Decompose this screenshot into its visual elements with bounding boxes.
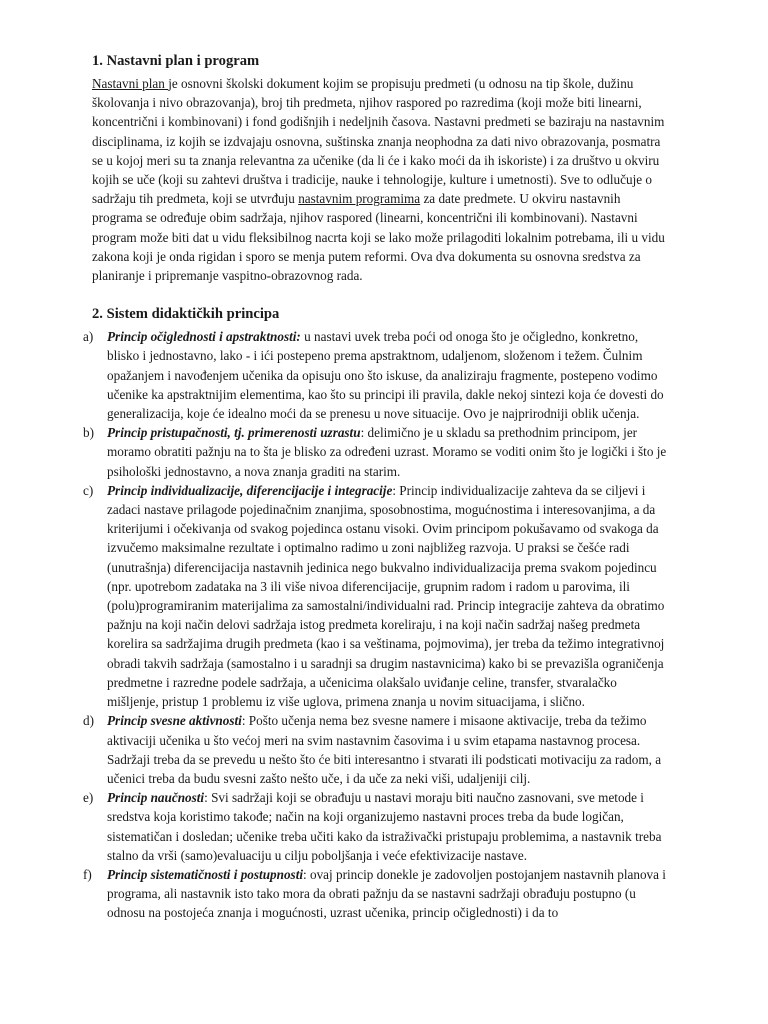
list-marker: b) bbox=[83, 425, 94, 441]
list-marker: c) bbox=[83, 482, 94, 498]
list-item bbox=[83, 327, 668, 423]
paragraph bbox=[92, 74, 668, 285]
list-item bbox=[83, 788, 668, 865]
list-item bbox=[83, 865, 668, 923]
underlined-term: Nastavni plan bbox=[92, 76, 169, 91]
list-marker: f) bbox=[83, 866, 92, 882]
principle-term: Princip pristupačnosti, tj. primerenosti uzrastu bbox=[107, 425, 361, 441]
principle-term: Princip individualizacije, diferencijacije i integracije bbox=[107, 482, 393, 498]
principle-term: Princip naučnosti bbox=[107, 790, 205, 806]
principle-term: Princip sistematičnosti i postupnosti bbox=[107, 866, 304, 882]
principle-text: : Princip individualizacije zahteva da se ciljevi i zadaci nastave prilagode pojedinačnim znanjima, sposobnostima, mogućnostima i interesovanjima, a da kriterijumi i očekivanja od svakog pojedinca ostanu visoki. Ovim principom pokušavamo od svakoga da izvučemo maksimalne rezultate i optimalno radimo u zoni najbližeg razvoja. U praksi se češće radi (unutrašnja) diferencijacija nastavnih jedinica nego bukvalno individualizacija prema svakom pojedincu (npr. upotrebom zadataka na 3 ili više nivoa diferencijacije, grupnim radom i radom u parovima, ili (polu)programiranim materijalima za samostalni/individualni rad. Princip integracije zahteva da obratimo pažnju na koji način delovi sadržaja istog predmeta koreliraju, i na koji način sadržaj našeg predmeta korelira sa sadržajima drugih predmeta (kao i sa veštinama, pojmovima), jer treba da težimo integrativnoj obradi takvih sadržaja (samostalno i u saradnji sa drugim nastavnicima) kako bi se prevazišla ograničenja predmetne i razredne podele sadržaja, a učenicima olakšalo uviđanje celine, transfer, stvaralačko mišljenje, pristup 1 problemu iz više uglova, primena znanja u novim situacijama, i slično. bbox=[107, 482, 665, 710]
principles-list bbox=[83, 327, 668, 922]
list-marker: e) bbox=[83, 790, 94, 806]
paragraph-text: je osnovni školski dokument kojim se propisuju predmeti (u odnosu na tip škole, dužinu školovanja i nivo obrazovanja), broj tih predmeta, njihov raspored po razredima (koji može biti linearni, koncentrični i kombinovani) i fond godišnjih i nedeljnih časova. Nastavni predmeti se baziraju na nastavnim disciplinama, iz kojih se izdvajaju osnovna, suštinska znanja neophodna za dati nivo obrazovanja, posmatra se u kojoj meri su ta znanja relevantna za učenike (da li će i kako moći da ih iskoriste) i za društvo u okviru kojih se uče (koji su zahtevi društva i tradicije, nauke i tehnologije, kulture i umetnosti). Sve to odlučuje o sadržaju tih predmeta, koji se utvrđuju bbox=[92, 76, 665, 207]
section-didakticki-principi bbox=[83, 305, 668, 922]
principle-text: : Pošto učenja nema bez svesne namere i misaone aktivacije, treba da težimo aktivaciji učenika u što većoj meri na svim nastavnim časovima i u svim etapama nastavnog procesa. Sadržaji treba da se prevedu u nešto što će biti interesantno i stvarati ili podsticati motivaciju za radom, a učenici treba da budu svesni zašto nešto uče, i da uče za neki viši, udaljeniji cilj. bbox=[107, 713, 662, 786]
principle-text: u nastavi uvek treba poći od onoga što je očigledno, konkretno, blisko i jednostavno, lako - i ići postepeno prema apstraktnom, udaljenom, složenom i težem. Čulnim opažanjem i navođenjem učenika da opisuju ono što iskuse, da analiziraju fragmente, postepeno vodimo učenike ka apstraktnijim elementima, kao što su principi ili pravila, dakle nekoj sintezi koja će dovesti do generalizacija, koje će idealno moći da se prenesu u nove situacije. Ovo je najprirodniji oblik učenja. bbox=[107, 329, 664, 422]
paragraph-text: za date predmete. U okviru nastavnih programa se određuje obim sadržaja, njihov raspored (linearni, koncentrični ili kombinovani). Nastavni program može biti dat u vidu fleksibilnog nacrta koji se lako može prilagoditi lokalnim potrebama, ili u vidu zakona koji je onda rigidan i sporo se menja putem reformi. Ova dva dokumenta su osnovna sredstva za planiranje i pripremanje vaspitno-obrazovnog rada. bbox=[92, 191, 665, 284]
underlined-term: nastavnim programima bbox=[298, 191, 421, 207]
principle-term: Princip svesne aktivnosti bbox=[107, 713, 242, 729]
principle-text: : ovaj princip donekle je zadovoljen postojanjem nastavnih planova i programa, ali nastavnik isto tako mora da obrati pažnju da se nastavni sadržaji obrađuju postupno (u odnosu na postojeća znanja i mogućnosti, uzrast učenika, princip očiglednosti) i da to bbox=[107, 866, 666, 921]
principle-text: : Svi sadržaji koji se obrađuju u nastavi moraju biti naučno zasnovani, sve metode i sredstva koja koristimo takođe; način na koji organizujemo nastavni proces treba da bude logičan, sistematičan i dosledan; učenike treba učiti kako da istraživački pristupaju problemima, a nastavnik treba stalno da vrši (samo)evaluaciju u cilju poboljšanja i veće efektivizacije nastave. bbox=[107, 790, 662, 863]
section-nastavni-plan bbox=[92, 52, 668, 285]
list-marker: d) bbox=[83, 713, 94, 729]
section-heading: 1. Nastavni plan i program bbox=[92, 53, 260, 69]
section-heading: 2. Sistem didaktičkih principa bbox=[92, 306, 280, 323]
list-item bbox=[83, 423, 668, 481]
list-marker: a) bbox=[83, 329, 94, 345]
list-item bbox=[83, 481, 668, 711]
principle-text: : delimično je u skladu sa prethodnim principom, jer moramo obratiti pažnju na to šta je blisko za određeni uzrast. Moramo se voditi onim što je logički i što je psihološki jednostavno, a nova znanja graditi na starim. bbox=[107, 425, 667, 479]
principle-term: Princip očiglednosti i apstraktnosti: bbox=[107, 329, 301, 345]
list-item bbox=[83, 711, 668, 788]
